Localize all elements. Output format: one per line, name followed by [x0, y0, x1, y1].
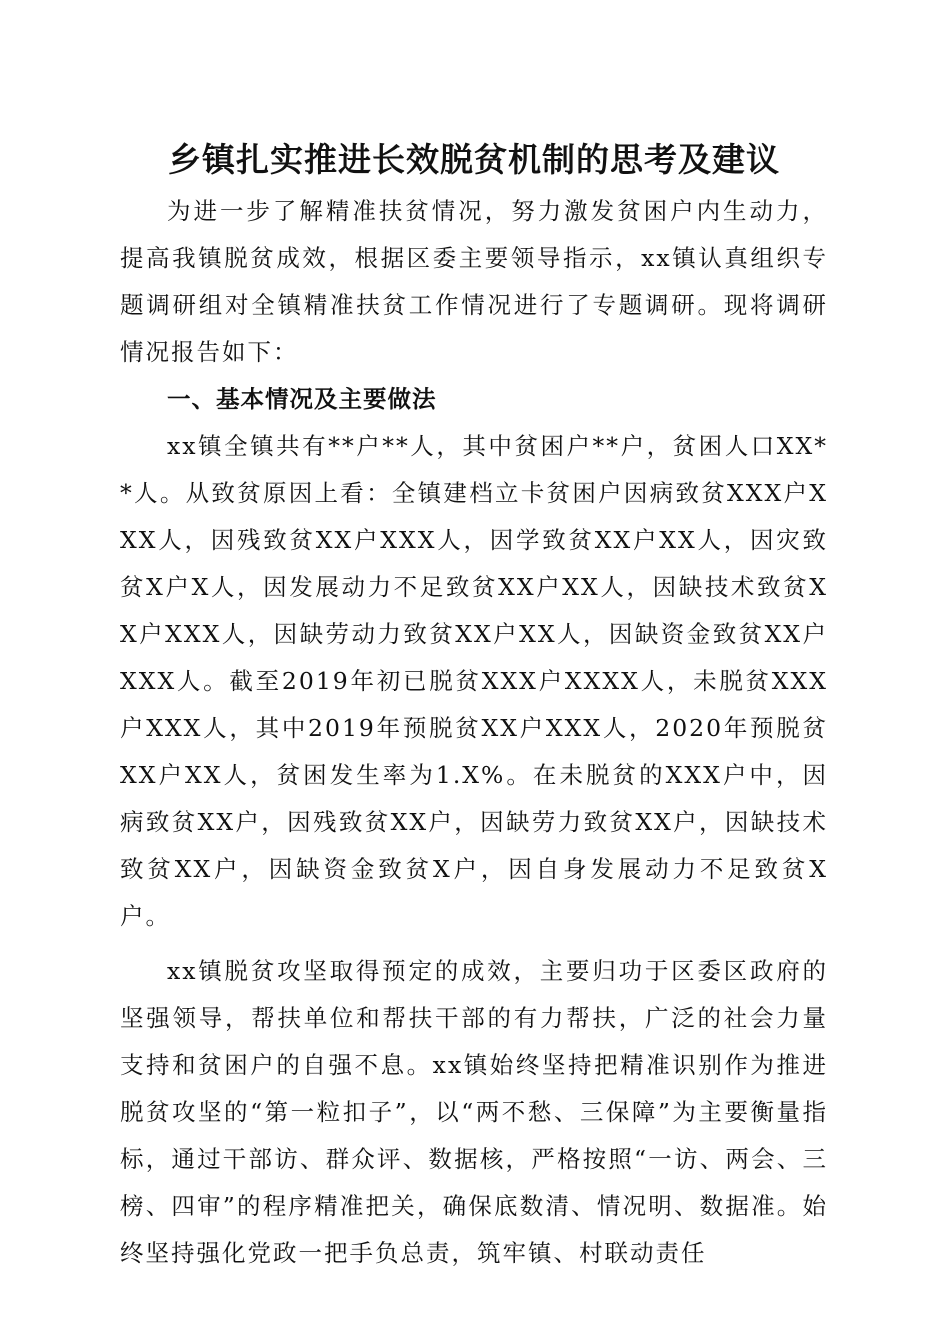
intro-paragraph: 为进一步了解精准扶贫情况，努力激发贫困户内生动力，提高我镇脱贫成效，根据区委主要领导指示，xx镇认真组织专题调研组对全镇精准扶贫工作情况进行了专题调研。现将调研情况报告如下： — [120, 197, 828, 366]
basic-situation-paragraph: xx镇全镇共有**户**人，其中贫困户**户，贫困人口XX**人。从致贫原因上看：全镇建档立卡贫困户因病致贫XXX户XXX人，因残致贫XX户XXX人，因学致贫XX户XX人，因灾致贫X户X人，因发展动力不足致贫XX户XX人，因缺技术致贫XX户XXX人，因缺劳动力致贫XX户XX人，因缺资金致贫XX户XXX人。截至2019年初已脱贫XXX户XXXX人，未脱贫XXX户XXX人，其中2019年预脱贫XX户XXX人，2020年预脱贫XX户XX人，贫困发生率为1.X%。在未脱贫的XXX户中，因病致贫XX户，因残致贫XX户，因缺劳力致贫XX户，因缺技术致贫XX户，因缺资金致贫X户，因自身发展动力不足致贫X户。 — [120, 432, 828, 930]
document-title: 乡镇扎实推进长效脱贫机制的思考及建议 — [168, 140, 780, 179]
section-heading-basic-situation: 一、基本情况及主要做法 — [167, 385, 437, 413]
document-body — [120, 132, 828, 1277]
main-practices-paragraph: xx镇脱贫攻坚取得预定的成效，主要归功于区委区政府的坚强领导，帮扶单位和帮扶干部的有力帮扶，广泛的社会力量支持和贫困户的自强不息。xx镇始终坚持把精准识别作为推进脱贫攻坚的“第一粒扣子”，以“两不愁、三保障”为主要衡量指标，通过干部访、群众评、数据核，严格按照“一访、两会、三榜、四审”的程序精准把关，确保底数清、情况明、数据准。始终坚持强化党政一把手负总责，筑牢镇、村联动责任 — [120, 957, 828, 1267]
